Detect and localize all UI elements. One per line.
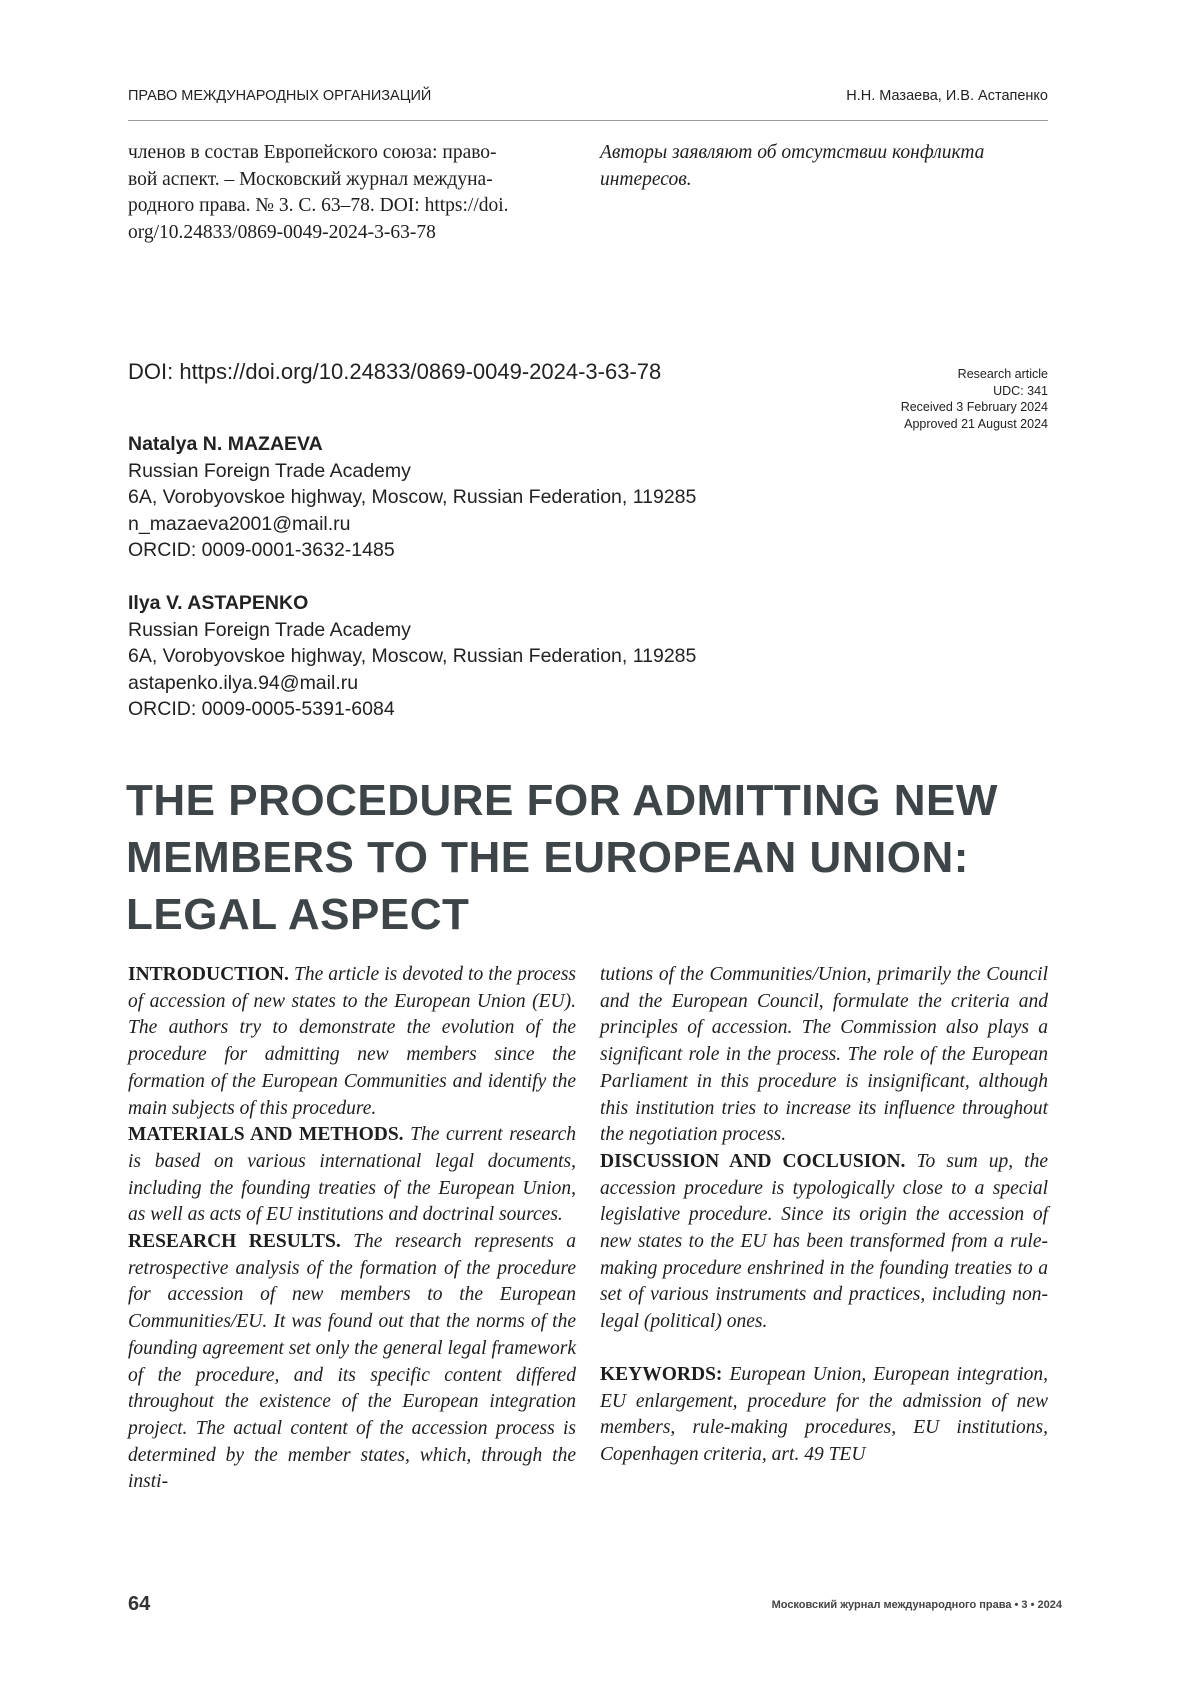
section-text: The article is devoted to the process of accession of new states to the European Union (EU). The authors try to demonstrate the evolution of the procedure for admitting new members since the formation of the European Communities and identify the main subjects of this procedure. <box>128 964 576 1119</box>
citation-line: вой аспект. – Московский журнал междуна- <box>128 167 576 194</box>
article-title <box>126 772 1066 943</box>
running-head-authors: Н.Н. Мазаева, И.В. Астапенко <box>846 88 1048 104</box>
previous-page-continuation <box>128 140 1048 246</box>
received-date: Received 3 February 2024 <box>901 399 1048 416</box>
article-udc: UDC: 341 <box>901 383 1048 400</box>
article-doi[interactable]: DOI: https://doi.org/10.24833/0869-0049-2024-3-63-78 <box>128 359 661 385</box>
author-block <box>128 431 696 564</box>
header-divider <box>128 120 1048 121</box>
section-label: RESEARCH RESULTS. <box>128 1231 341 1252</box>
author-address: 6A, Vorobyovskoe highway, Moscow, Russian Federation, 119285 <box>128 643 696 670</box>
title-line: THE PROCEDURE FOR ADMITTING NEW <box>126 772 1066 829</box>
running-head <box>128 88 1048 104</box>
abstract-column-right <box>600 962 1048 1469</box>
section-text: The research represents a retrospective analysis of the formation of the procedure for accession of new members to the European Communities/EU. It was found out that the norms of the founding agreement set only the general legal framework of the procedure, and its specific content differed throughout the existence of the European integration project. The actual content of the accession process is determined by the member states, which, through the insti- <box>128 1231 576 1492</box>
author-affiliation: Russian Foreign Trade Academy <box>128 458 696 485</box>
citation-line: родного права. № 3. С. 63–78. DOI: https://doi. <box>128 193 576 220</box>
author-name: Ilya V. ASTAPENKO <box>128 590 696 617</box>
abstract-results <box>128 1229 576 1496</box>
section-text: To sum up, the accession procedure is typologically close to a special legislative procedure. Since its origin the accession of new states to the EU has been transformed from a rule-making procedure enshrined in the founding treaties to a set of various instruments and practices, including non-legal (political) ones. <box>600 1151 1048 1332</box>
note-line: интересов. <box>600 167 1048 194</box>
conflict-of-interest-note <box>600 140 1048 246</box>
note-line: Авторы заявляют об отсутствии конфликта <box>600 140 1048 167</box>
title-line: LEGAL ASPECT <box>126 886 1066 943</box>
author-orcid: ORCID: 0009-0005-5391-6084 <box>128 696 696 723</box>
journal-page <box>0 0 1200 1697</box>
keywords-text: European Union, European integration, EU enlargement, procedure for the admission of new members, rule-making procedures, EU institutions, Copenhagen criteria, art. 49 TEU <box>600 1364 1048 1465</box>
abstract-discussion <box>600 1149 1048 1336</box>
citation-continuation <box>128 140 576 246</box>
title-line: MEMBERS TO THE EUROPEAN UNION: <box>126 829 1066 886</box>
author-email[interactable]: n_mazaeva2001@mail.ru <box>128 511 696 538</box>
abstract-column-left <box>128 962 576 1496</box>
author-name: Natalya N. MAZAEVA <box>128 431 696 458</box>
section-label: MATERIALS AND METHODS. <box>128 1124 404 1145</box>
section-text: The current research is based on various international legal documents, including the founding treaties of the European Union, as well as acts of EU institutions and doctrinal sources. <box>128 1124 576 1225</box>
section-label: KEYWORDS: <box>600 1364 722 1385</box>
journal-footer: Московский журнал международного права • 3 • 2024 <box>772 1599 1062 1611</box>
author-affiliation: Russian Foreign Trade Academy <box>128 617 696 644</box>
citation-line: org/10.24833/0869-0049-2024-3-63-78 <box>128 220 576 247</box>
author-email[interactable]: astapenko.ilya.94@mail.ru <box>128 670 696 697</box>
abstract-introduction <box>128 962 576 1122</box>
page-number: 64 <box>128 1593 150 1616</box>
author-address: 6A, Vorobyovskoe highway, Moscow, Russian Federation, 119285 <box>128 484 696 511</box>
author-orcid: ORCID: 0009-0001-3632-1485 <box>128 537 696 564</box>
spacer <box>600 1336 1048 1362</box>
citation-line: членов в состав Европейского союза: право- <box>128 140 576 167</box>
section-text: tutions of the Communities/Union, primarily the Council and the European Council, formulate the criteria and principles of accession. The Commission also plays a significant role in the process. The role of the European Parliament in this procedure is insignificant, although this institution tries to increase its influence throughout the negotiation process. <box>600 964 1048 1145</box>
section-label: INTRODUCTION. <box>128 964 289 985</box>
article-type: Research article <box>901 366 1048 383</box>
author-block <box>128 590 696 723</box>
abstract-results-continued <box>600 962 1048 1149</box>
running-head-section: ПРАВО МЕЖДУНАРОДНЫХ ОРГАНИЗАЦИЙ <box>128 88 431 104</box>
abstract-methods <box>128 1122 576 1229</box>
article-meta <box>901 366 1048 432</box>
approved-date: Approved 21 August 2024 <box>901 416 1048 433</box>
section-label: DISCUSSION AND COCLUSION. <box>600 1151 905 1172</box>
abstract-keywords <box>600 1362 1048 1469</box>
